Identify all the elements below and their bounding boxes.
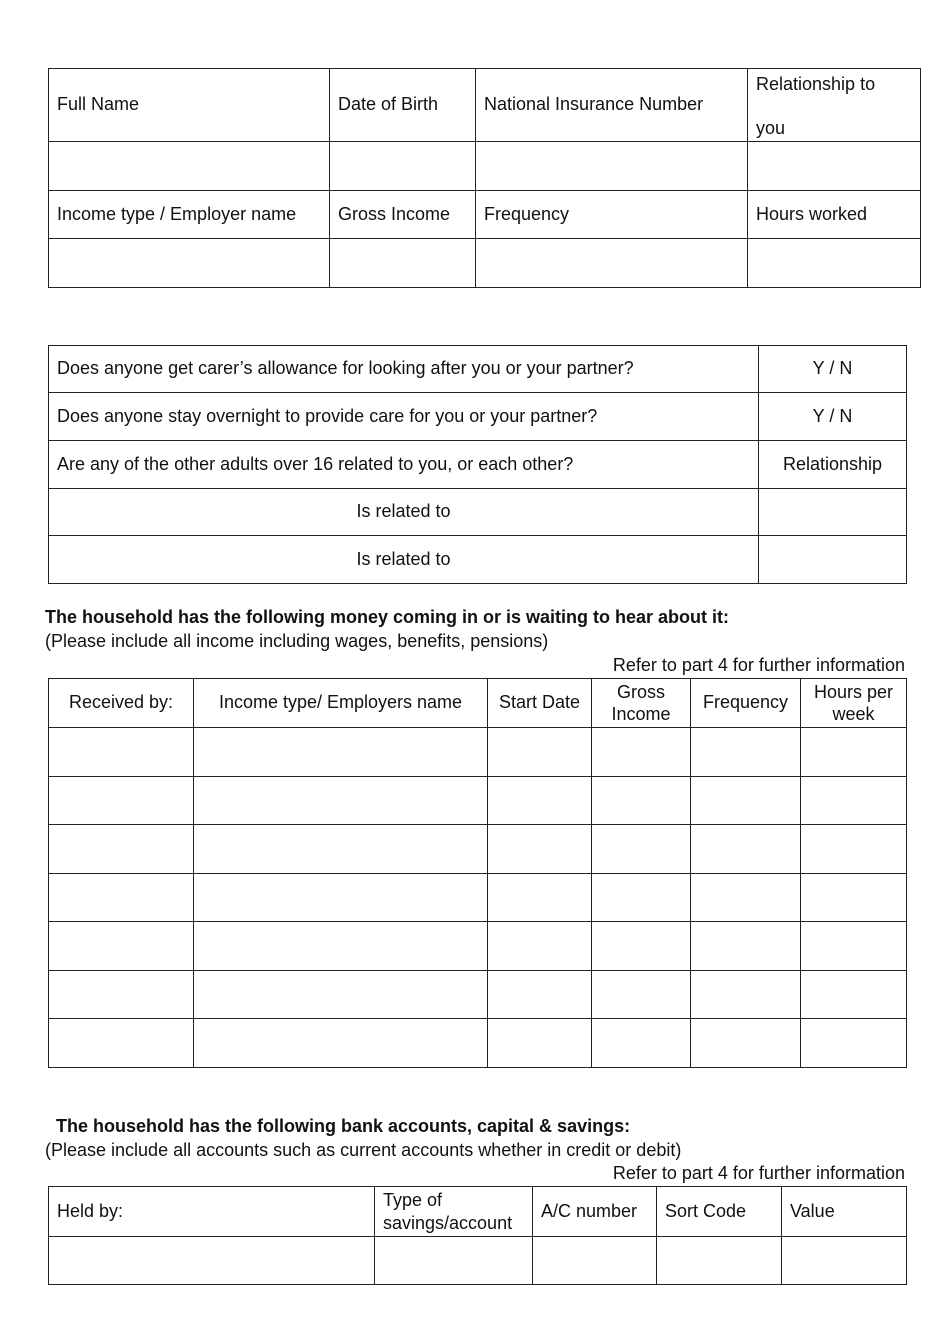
header-value: Value bbox=[782, 1187, 907, 1237]
is-related-to-row-2[interactable]: Is related to bbox=[49, 536, 759, 584]
income-cell[interactable] bbox=[49, 1019, 194, 1068]
income-cell[interactable] bbox=[488, 776, 592, 825]
income-row bbox=[49, 873, 907, 922]
income-cell[interactable] bbox=[488, 873, 592, 922]
income-cell[interactable] bbox=[691, 873, 801, 922]
savings-section-refer: Refer to part 4 for further information bbox=[612, 1163, 905, 1183]
income-cell[interactable] bbox=[691, 728, 801, 777]
income-cell[interactable] bbox=[488, 922, 592, 971]
income-cell[interactable] bbox=[49, 970, 194, 1019]
ni-number-field[interactable] bbox=[476, 142, 748, 191]
header-held-by: Held by: bbox=[49, 1187, 375, 1237]
header-gross-income: Gross Income bbox=[330, 191, 476, 239]
income-cell[interactable] bbox=[801, 873, 907, 922]
income-cell[interactable] bbox=[691, 970, 801, 1019]
relationship-field[interactable] bbox=[748, 142, 921, 191]
income-cell[interactable] bbox=[49, 776, 194, 825]
income-cell[interactable] bbox=[691, 776, 801, 825]
income-cell[interactable] bbox=[49, 873, 194, 922]
income-cell[interactable] bbox=[801, 922, 907, 971]
savings-section-heading: The household has the following bank accounts, capital & savings: bbox=[56, 1116, 631, 1136]
header-hours-worked: Hours worked bbox=[748, 191, 921, 239]
income-cell[interactable] bbox=[194, 728, 488, 777]
income-row bbox=[49, 825, 907, 874]
income-row bbox=[49, 776, 907, 825]
income-cell[interactable] bbox=[592, 776, 691, 825]
income-cell[interactable] bbox=[592, 825, 691, 874]
ac-number-field[interactable] bbox=[533, 1237, 657, 1285]
frequency-field[interactable] bbox=[476, 239, 748, 288]
carers-allowance-question: Does anyone get carer’s allowance for looking after you or your partner? bbox=[49, 346, 759, 393]
related-adults-question: Are any of the other adults over 16 related to you, or each other? bbox=[49, 441, 759, 489]
is-related-to-row-1[interactable]: Is related to bbox=[49, 489, 759, 536]
income-cell[interactable] bbox=[194, 922, 488, 971]
relationship-field-2[interactable] bbox=[759, 536, 907, 584]
income-type-field[interactable] bbox=[49, 239, 330, 288]
income-section-heading: The household has the following money coming in or is waiting to hear about it: bbox=[45, 607, 730, 627]
header-received-by: Received by: bbox=[49, 679, 194, 728]
header-start-date: Start Date bbox=[488, 679, 592, 728]
header-income-type: Income type / Employer name bbox=[49, 191, 330, 239]
header-frequency: Frequency bbox=[691, 679, 801, 728]
header-sort-code: Sort Code bbox=[657, 1187, 782, 1237]
relationship-field-1[interactable] bbox=[759, 489, 907, 536]
hours-worked-field[interactable] bbox=[748, 239, 921, 288]
income-row bbox=[49, 728, 907, 777]
income-cell[interactable] bbox=[801, 728, 907, 777]
header-date-of-birth: Date of Birth bbox=[330, 69, 476, 142]
header-income-type: Income type/ Employers name bbox=[194, 679, 488, 728]
header-relationship bbox=[748, 69, 921, 142]
gross-income-field[interactable] bbox=[330, 239, 476, 288]
income-cell[interactable] bbox=[691, 922, 801, 971]
header-ni-number: National Insurance Number bbox=[476, 69, 748, 142]
income-cell[interactable] bbox=[592, 728, 691, 777]
related-adults-answer: Relationship bbox=[759, 441, 907, 489]
care-questions-table bbox=[48, 345, 907, 584]
full-name-field[interactable] bbox=[49, 142, 330, 191]
income-cell[interactable] bbox=[592, 1019, 691, 1068]
header-full-name: Full Name bbox=[49, 69, 330, 142]
income-cell[interactable] bbox=[801, 1019, 907, 1068]
header-gross-income: Gross Income bbox=[592, 679, 691, 728]
carers-allowance-answer[interactable]: Y / N bbox=[759, 346, 907, 393]
savings-table bbox=[48, 1186, 907, 1285]
income-cell[interactable] bbox=[801, 825, 907, 874]
savings-section-note: (Please include all accounts such as current accounts whether in credit or debit) bbox=[45, 1140, 682, 1160]
income-cell[interactable] bbox=[194, 873, 488, 922]
income-section-note: (Please include all income including wages, benefits, pensions) bbox=[45, 631, 549, 651]
income-cell[interactable] bbox=[592, 970, 691, 1019]
income-cell[interactable] bbox=[194, 970, 488, 1019]
header-account-type: Type of savings/account bbox=[375, 1187, 533, 1237]
income-cell[interactable] bbox=[691, 1019, 801, 1068]
held-by-field[interactable] bbox=[49, 1237, 375, 1285]
income-cell[interactable] bbox=[592, 922, 691, 971]
income-section-refer: Refer to part 4 for further information bbox=[612, 655, 905, 675]
income-cell[interactable] bbox=[49, 728, 194, 777]
income-cell[interactable] bbox=[488, 728, 592, 777]
income-cell[interactable] bbox=[801, 776, 907, 825]
income-cell[interactable] bbox=[194, 776, 488, 825]
header-relationship-line2: you bbox=[756, 118, 786, 138]
household-income-table bbox=[48, 678, 907, 1068]
value-field[interactable] bbox=[782, 1237, 907, 1285]
income-row bbox=[49, 970, 907, 1019]
income-cell[interactable] bbox=[801, 970, 907, 1019]
header-hours-per-week: Hours per week bbox=[801, 679, 907, 728]
income-cell[interactable] bbox=[488, 1019, 592, 1068]
income-cell[interactable] bbox=[691, 825, 801, 874]
income-cell[interactable] bbox=[592, 873, 691, 922]
income-cell[interactable] bbox=[194, 825, 488, 874]
income-cell[interactable] bbox=[49, 922, 194, 971]
date-of-birth-field[interactable] bbox=[330, 142, 476, 191]
account-type-field[interactable] bbox=[375, 1237, 533, 1285]
income-cell[interactable] bbox=[488, 825, 592, 874]
person-details-table bbox=[48, 68, 921, 288]
income-rows bbox=[49, 728, 907, 1068]
header-relationship-line1: Relationship to bbox=[756, 74, 876, 94]
overnight-care-answer[interactable]: Y / N bbox=[759, 393, 907, 441]
income-cell[interactable] bbox=[488, 970, 592, 1019]
header-frequency: Frequency bbox=[476, 191, 748, 239]
overnight-care-question: Does anyone stay overnight to provide care for you or your partner? bbox=[49, 393, 759, 441]
income-row bbox=[49, 1019, 907, 1068]
header-ac-number: A/C number bbox=[533, 1187, 657, 1237]
income-cell[interactable] bbox=[49, 825, 194, 874]
income-cell[interactable] bbox=[194, 1019, 488, 1068]
income-row bbox=[49, 922, 907, 971]
sort-code-field[interactable] bbox=[657, 1237, 782, 1285]
